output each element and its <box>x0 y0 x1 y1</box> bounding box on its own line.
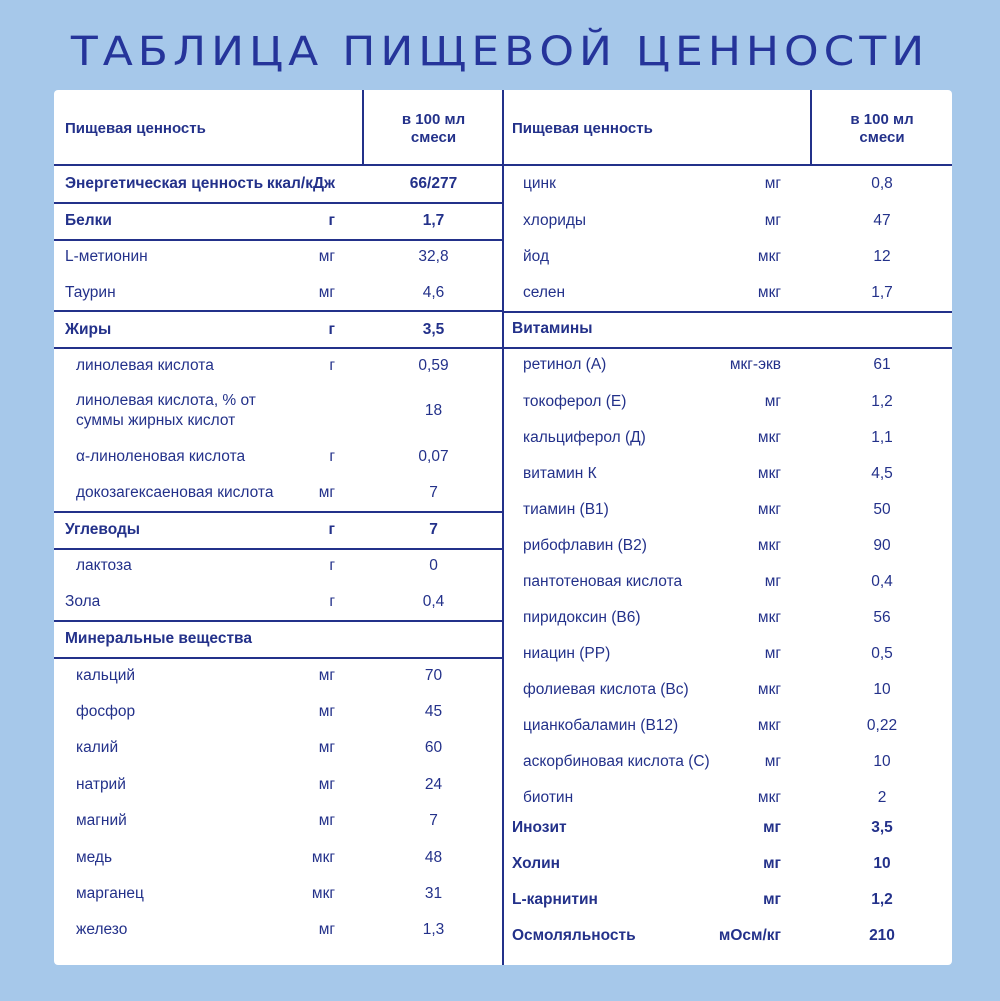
nutrient-unit: мг <box>763 891 781 908</box>
nutrient-name: фосфор <box>76 703 136 720</box>
nutrient-unit: мг <box>318 666 335 684</box>
nutrient-name: Витамины <box>512 320 593 337</box>
nutrient-name: Минеральные вещества <box>65 630 253 647</box>
nutrient-value: 24 <box>424 776 443 793</box>
nutrient-value: 7 <box>429 484 438 501</box>
table-row <box>54 912 503 948</box>
nutrient-value: 45 <box>424 703 443 720</box>
nutrient-value: 60 <box>424 739 443 756</box>
nutrient-value: 47 <box>873 212 891 229</box>
nutrient-name: кальций <box>76 666 136 684</box>
nutrient-unit: г <box>328 320 335 338</box>
nutrient-name: пиридоксин (В6) <box>523 609 641 626</box>
nutrient-value: 1,2 <box>871 891 893 908</box>
nutrient-value: 210 <box>869 927 895 944</box>
nutrient-name: фолиевая кислота (Вс) <box>523 681 689 698</box>
nutrient-unit: мОсм/кг <box>718 927 781 944</box>
table-row <box>503 528 952 564</box>
nutrient-unit: мкг <box>757 681 781 698</box>
nutrient-name: Углеводы <box>65 521 141 538</box>
header-value-label: в 100 мл смеси <box>401 111 466 146</box>
nutrient-unit: мг <box>318 283 335 301</box>
nutrient-value: 31 <box>424 885 443 902</box>
table-row <box>54 840 503 876</box>
nutrient-value: 1,2 <box>871 393 893 410</box>
nutrient-unit: мг <box>318 921 335 938</box>
nutrient-value: 1,7 <box>871 284 893 301</box>
table-row <box>54 657 503 694</box>
nutrient-value: 0,4 <box>871 573 893 590</box>
nutrient-name: цианкобаламин (В12) <box>523 717 679 734</box>
left-column <box>54 90 503 965</box>
nutrient-unit: мг <box>764 645 781 662</box>
nutrient-name: пантотеновая кислота <box>523 573 683 590</box>
table-row <box>503 672 952 708</box>
table-row <box>54 475 503 513</box>
nutrient-name: Таурин <box>65 283 116 301</box>
table-row <box>503 420 952 456</box>
nutrient-name: тиамин (В1) <box>523 501 609 518</box>
page-title: ТАБЛИЦА ПИЩЕВОЙ ЦЕННОСТИ <box>70 28 930 75</box>
nutrient-value: 10 <box>873 681 891 698</box>
nutrient-value: 2 <box>877 789 887 806</box>
nutrient-value: 4,6 <box>422 283 445 301</box>
nutrient-value: 7 <box>429 521 438 538</box>
nutrient-unit: мкг <box>757 717 781 734</box>
nutrient-unit: мг <box>763 855 781 872</box>
nutrition-table <box>54 90 952 965</box>
header-name-label: Пищевая ценность <box>512 120 653 137</box>
header-value-label: в 100 мл смеси <box>850 111 914 146</box>
nutrient-value: 18 <box>424 402 443 419</box>
table-row <box>503 810 952 846</box>
nutrient-unit: г <box>329 557 335 574</box>
nutrient-unit: мг <box>764 573 781 590</box>
table-row <box>503 347 952 383</box>
nutrient-unit: г <box>329 357 335 374</box>
nutrient-unit: мг <box>318 739 335 756</box>
nutrient-name: α-линоленовая кислота <box>76 448 246 465</box>
nutrient-unit: г <box>328 521 335 538</box>
nutrient-value: 12 <box>873 247 891 265</box>
nutrient-value: 4,5 <box>871 465 893 482</box>
nutrient-value: 3,5 <box>871 819 893 836</box>
nutrient-name: железо <box>76 921 128 938</box>
table-row <box>503 456 952 492</box>
nutrient-value: 0,07 <box>418 448 449 465</box>
nutrient-name: селен <box>523 284 566 301</box>
nutrient-name: ретинол (А) <box>523 356 607 373</box>
nutrient-unit: мг <box>764 753 781 770</box>
nutrient-name: натрий <box>76 776 126 793</box>
nutrient-unit: мкг <box>757 609 781 626</box>
nutrient-name: витамин К <box>523 465 597 482</box>
nutrient-name: калий <box>76 739 119 756</box>
table-row <box>503 239 952 274</box>
nutrient-name: марганец <box>76 885 144 902</box>
nutrient-name: линолевая кислота, % от суммы жирных кислот <box>76 392 256 429</box>
nutrient-value: 0,59 <box>418 357 449 374</box>
nutrient-value: 0,8 <box>871 175 893 192</box>
table-row <box>54 384 503 438</box>
nutrient-value: 0,4 <box>422 593 445 610</box>
nutrient-name: медь <box>76 849 113 866</box>
nutrient-name: Инозит <box>512 819 567 836</box>
nutrient-value: 3,5 <box>422 320 445 338</box>
nutrient-name: Жиры <box>65 320 112 338</box>
nutrient-name: рибофлавин (В2) <box>523 537 647 554</box>
nutrient-unit: мкг <box>757 284 781 301</box>
table-row <box>54 203 503 241</box>
nutrient-unit: мкг-экв <box>729 356 781 373</box>
nutrient-name: Осмоляльность <box>512 927 636 944</box>
nutrient-unit: мг <box>764 175 781 192</box>
nutrient-unit: мг <box>763 819 781 836</box>
table-row <box>503 384 952 420</box>
table-row <box>54 239 503 275</box>
nutrient-name: докозагексаеновая кислота <box>76 484 274 501</box>
table-row <box>54 548 503 584</box>
nutrient-value: 10 <box>873 753 891 770</box>
table-row <box>54 803 503 839</box>
nutrient-unit: мкг <box>757 537 781 554</box>
nutrient-value: 61 <box>873 356 891 373</box>
table-row <box>54 730 503 766</box>
nutrient-unit: мкг <box>757 429 781 446</box>
nutrient-value: 32,8 <box>418 248 449 265</box>
table-row <box>503 275 952 313</box>
table-row <box>54 166 503 204</box>
table-row <box>503 636 952 672</box>
nutrient-unit: мкг <box>757 465 781 482</box>
nutrient-name: биотин <box>523 789 574 806</box>
nutrient-unit: г <box>329 448 335 465</box>
table-row <box>503 600 952 636</box>
table-row <box>54 876 503 912</box>
nutrient-unit: мг <box>318 776 335 793</box>
nutrient-unit: мг <box>318 812 335 829</box>
nutrient-name: линолевая кислота <box>76 357 214 374</box>
nutrient-value: 0 <box>429 557 438 574</box>
table-row <box>54 584 503 622</box>
table-row <box>54 348 503 384</box>
nutrient-name: Зола <box>65 593 101 610</box>
table-row <box>503 846 952 882</box>
nutrient-unit: г <box>329 593 335 610</box>
nutrient-unit: мкг <box>311 885 335 902</box>
header-name-label: Пищевая ценность <box>65 120 206 137</box>
nutrient-unit: мг <box>318 484 335 501</box>
nutrient-name: ниацин (РР) <box>523 645 611 662</box>
nutrient-name: магний <box>76 812 127 829</box>
nutrient-value: 10 <box>873 855 891 872</box>
nutrient-name: Белки <box>65 212 112 229</box>
nutrient-unit: мг <box>318 248 335 265</box>
nutrient-name: лактоза <box>76 557 132 574</box>
table-row <box>54 312 503 349</box>
table-row <box>54 439 503 475</box>
nutrient-value: 1,1 <box>871 429 893 446</box>
table-row <box>503 918 952 954</box>
table-row <box>54 275 503 312</box>
nutrient-value: 7 <box>429 812 438 829</box>
table-row <box>503 492 952 528</box>
nutrient-unit: мкг <box>757 247 781 265</box>
table-row <box>54 621 503 659</box>
nutrient-name: Энергетическая ценность <box>65 175 264 192</box>
nutrient-name: йод <box>523 247 549 265</box>
nutrient-unit: мкг <box>757 789 781 806</box>
nutrient-value: 50 <box>873 501 891 518</box>
table-row <box>54 767 503 803</box>
nutrient-unit: ккал/кДж <box>266 175 335 192</box>
nutrient-unit: мг <box>764 212 781 229</box>
nutrient-value: 70 <box>424 666 443 684</box>
nutrient-unit: мг <box>764 393 781 410</box>
left-table-header <box>54 90 503 166</box>
nutrient-value: 1,3 <box>422 921 445 938</box>
nutrient-value: 0,5 <box>871 645 893 662</box>
nutrient-name: кальциферол (Д) <box>523 429 646 446</box>
nutrient-name: L-карнитин <box>512 891 598 908</box>
table-row <box>54 512 503 550</box>
table-row <box>503 708 952 744</box>
nutrient-name: аскорбиновая кислота (С) <box>523 753 710 770</box>
nutrient-value: 48 <box>424 849 443 866</box>
table-row <box>503 203 952 239</box>
nutrient-value: 0,22 <box>866 717 898 734</box>
nutrient-name: цинк <box>523 175 556 192</box>
right-table-header <box>503 90 952 166</box>
nutrient-name: токоферол (Е) <box>523 393 627 410</box>
nutrient-unit: мг <box>318 703 335 720</box>
nutrient-name: хлориды <box>523 212 587 229</box>
nutrient-value: 66/277 <box>409 175 458 192</box>
nutrient-value: 1,7 <box>422 212 445 229</box>
table-row <box>54 694 503 730</box>
nutrient-unit: мкг <box>311 849 335 866</box>
nutrient-unit: мкг <box>757 501 781 518</box>
nutrient-unit: г <box>328 212 335 229</box>
nutrient-name: L-метионин <box>65 248 148 265</box>
nutrient-value: 90 <box>873 537 891 554</box>
table-row <box>503 311 952 349</box>
nutrient-name: Холин <box>512 855 560 872</box>
table-row <box>503 166 952 202</box>
nutrient-value: 56 <box>873 609 891 626</box>
table-row <box>503 744 952 780</box>
table-row <box>503 882 952 918</box>
table-row <box>503 564 952 600</box>
right-column <box>503 90 952 965</box>
